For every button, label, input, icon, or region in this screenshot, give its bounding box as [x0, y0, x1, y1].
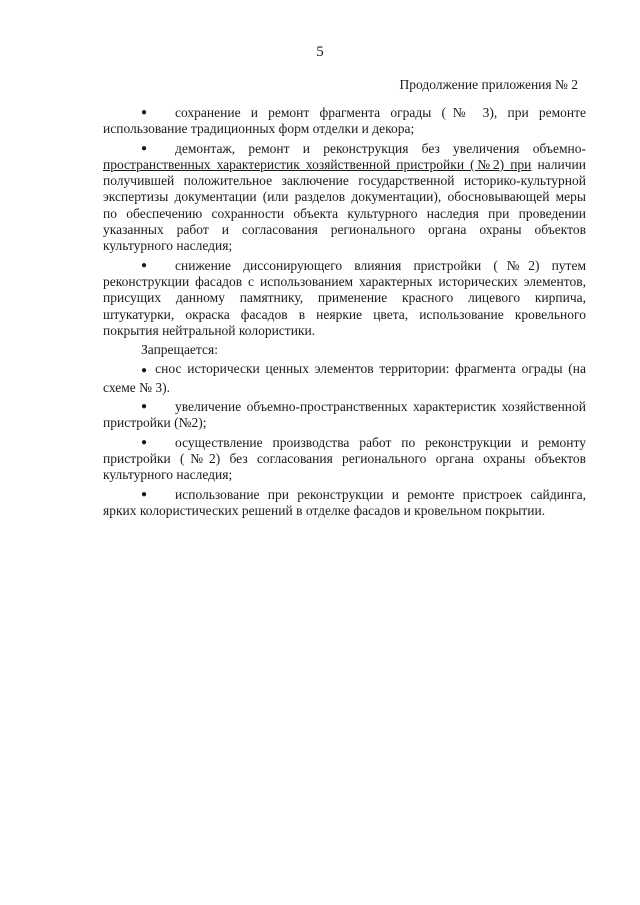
bullet-icon: ● [141, 401, 148, 413]
list-item-text: снос исторически ценных элементов территории: фрагмента ограды (на схеме № 3). [103, 361, 587, 395]
prohibited-heading: Запрещается: [141, 342, 218, 358]
bullet-icon: ● [141, 142, 148, 154]
list-item [103, 435, 586, 484]
list-item [103, 487, 586, 520]
document-body [103, 105, 586, 522]
bullet-icon: ● [141, 107, 148, 118]
page-number: 5 [316, 44, 324, 60]
list-item-text: снижение диссонирующего влияния пристройки (№2) путем реконструкции фасадов с использованием характерных исторических элементов, присущих данному памятнику, применение красного лицевого кирпича, штукатурки, окраска фасадов в неяркие цвета, использование кровельного покрытия нейтральной колористики. [103, 257, 586, 338]
list-item-text: осуществление производства работ по реконструкции и ремонту пристройки (№2) без согласования регионального органа охраны объектов культурного наследия; [103, 434, 586, 483]
list-item-text: сохранение и ремонт фрагмента ограды (№ 3), при ремонте использование традиционных форм отделки и декора; [103, 105, 586, 137]
bullet-icon: ● [141, 488, 148, 500]
list-item [103, 361, 586, 396]
list-item [103, 141, 586, 255]
list-item [103, 105, 586, 138]
bullet-icon: ● [141, 259, 148, 271]
list-item [103, 399, 586, 432]
list-item-text: наличии получившей положительное заключение государственной историко-культурной экспертизы документации (или разделов документации), обосновывающей меры по обеспечению сохранности объекта культурного наследия при проведении указанных работ и согласования регионального органа охраны объектов культурного наследия; [103, 156, 586, 254]
bullet-icon: ● [141, 436, 148, 448]
list-item-text: использование при реконструкции и ремонте пристроек сайдинга, ярких колористических решений в отделке фасадов и кровельном покрытии. [103, 486, 586, 518]
list-item [103, 258, 586, 339]
bullet-icon: ● [141, 365, 150, 377]
list-item-text: демонтаж, ремонт и реконструкция без увеличения объемно- [175, 140, 586, 156]
underlined-text: пространственных характеристик хозяйственной пристройки (№2) при [103, 156, 532, 172]
appendix-label: Продолжение приложения № 2 [399, 77, 578, 92]
list-item-text: увеличение объемно-пространственных характеристик хозяйственной пристройки (№2); [103, 399, 586, 431]
